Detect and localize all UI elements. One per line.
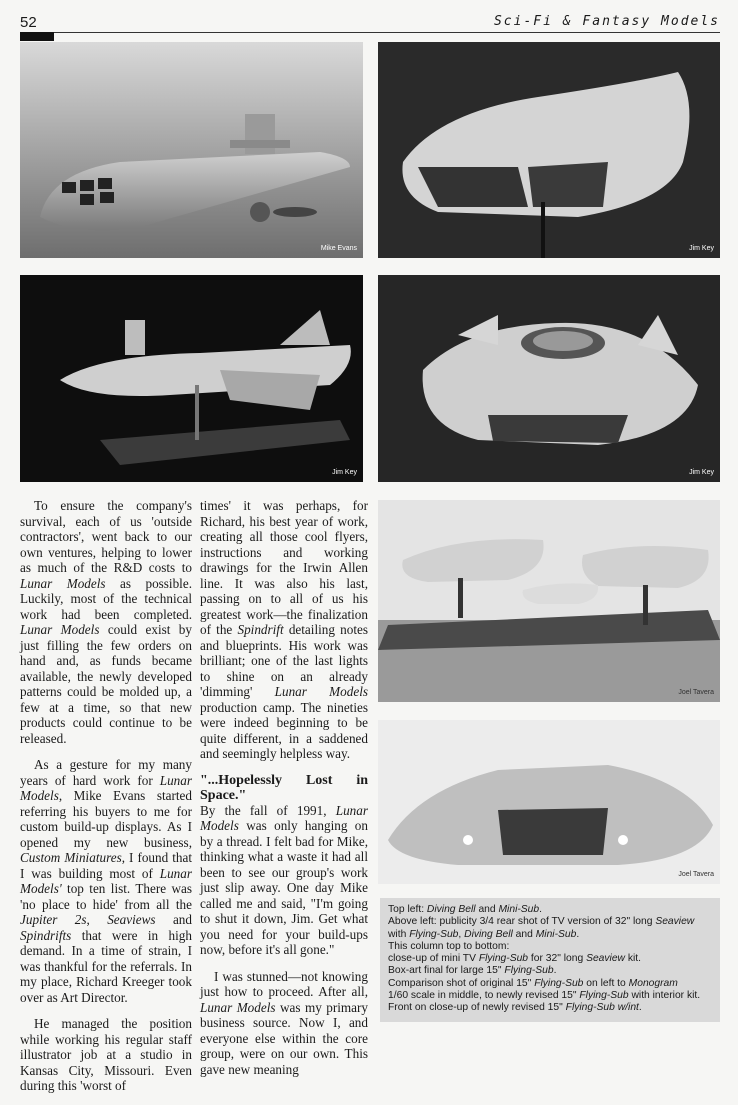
caption-line: Box-art final for large 15" Flying-Sub. <box>388 965 557 977</box>
photo-credit: Joel Tavera <box>678 871 714 878</box>
photo-credit: Joel Tavera <box>678 689 714 696</box>
caption-line: Top left: Diving Bell and Mini-Sub. <box>388 904 542 915</box>
caption-line: with Flying-Sub, Diving Bell and Mini-Sub. <box>388 928 580 940</box>
photo-flying-sub-closeup <box>378 42 720 258</box>
paragraph: As a gesture for my many years of hard work for Lunar Models, Mike Evans started referring his buyers to me for custom build-up displays. As I opened my new business, Custom Miniatures, I found that I was building most of Lunar Models' top ten list. There was 'no place to hide' from all the Jupiter 2s, Seaviews and Spindrifts that were in high demand. In a time of strain, I was thankful for the referrals. In my place, Richard Kreeger took over as Art Director. <box>20 757 192 1005</box>
photo-diving-bell-mini-sub <box>20 42 363 258</box>
photo-credit: Jim Key <box>689 469 714 476</box>
caption-line: Above left: publicity 3/4 rear shot of TV version of 32" long Seaview <box>388 916 695 928</box>
article-column-1 <box>20 498 192 1105</box>
caption-line: Front on close-up of newly revised 15" Flying-Sub w/int. <box>388 1002 642 1014</box>
photo-flying-sub-interior <box>378 720 720 884</box>
running-title: Sci-Fi & Fantasy Models <box>493 14 720 29</box>
photo-seaview-publicity <box>20 275 363 482</box>
paragraph: I was stunned—not knowing just how to proceed. After all, Lunar Models was my primary business source. Now I, and everyone else within the core group, were on our own. This gave new meaning <box>200 968 368 1077</box>
caption-line: 1/60 scale in middle, to newly revised 15" Flying-Sub with interior kit. <box>388 990 701 1002</box>
photo-flying-sub-box-art <box>378 275 720 482</box>
paragraph: He managed the position while working his regular staff illustrator job at a studio in Kansas City, Missouri. Even during this 'worst of <box>20 1016 192 1093</box>
caption-line: This column top to bottom: <box>388 940 510 952</box>
photo-credit: Jim Key <box>332 469 357 476</box>
paragraph: By the fall of 1991, Lunar Models was only hanging on by a thread. I felt bad for Mike, thinking what a waste it had all been to see our group's work just slip away. One day Mike called me and said, "I'm going to shut it down, Jim. Get what you need for your build-ups now, before it's all gone." <box>200 802 368 957</box>
header-rule <box>20 32 720 33</box>
paragraph: times' it was perhaps, for Richard, his best year of work, creating all those cool flyers, instructions and working drawings for the Irwin Allen line. It was also his last, passing on to all of us his greatest work—the finalization of the Spindrift detailing notes and blueprints. His work was brilliant; one of the last lights to shine on an already 'dimming' Lunar Models production camp. The nineties were indeed beginning to be quite different, in a saddened and seemingly helpless way. <box>200 498 368 761</box>
paragraph: To ensure the company's survival, each of us 'outside contractors', went back to our own ventures, helping to lower as much of the R&D costs to Lunar Models as possible. Luckily, most of the technical work had been completed. Lunar Models could exist by just filling the few orders on hand and, as funds became available, the newly developed patterns could be molded up, a few at a time, so that new products could continue to be released. <box>20 498 192 746</box>
photo-credit: Jim Key <box>689 245 714 252</box>
page-number: 52 <box>20 14 37 31</box>
header-tab-mark <box>20 32 54 41</box>
caption-line: Comparison shot of original 15" Flying-Sub on left to Monogram <box>388 977 678 989</box>
section-heading: "...Hopelessly Lost in Space." <box>200 772 368 803</box>
photo-flying-sub-comparison <box>378 500 720 702</box>
page-header <box>20 10 720 38</box>
photo-credit: Mike Evans <box>320 245 357 252</box>
caption-line: close-up of mini TV Flying-Sub for 32" long Seaview kit. <box>388 953 642 965</box>
photo-caption-box <box>380 898 720 1022</box>
article-column-2 <box>200 498 368 1088</box>
